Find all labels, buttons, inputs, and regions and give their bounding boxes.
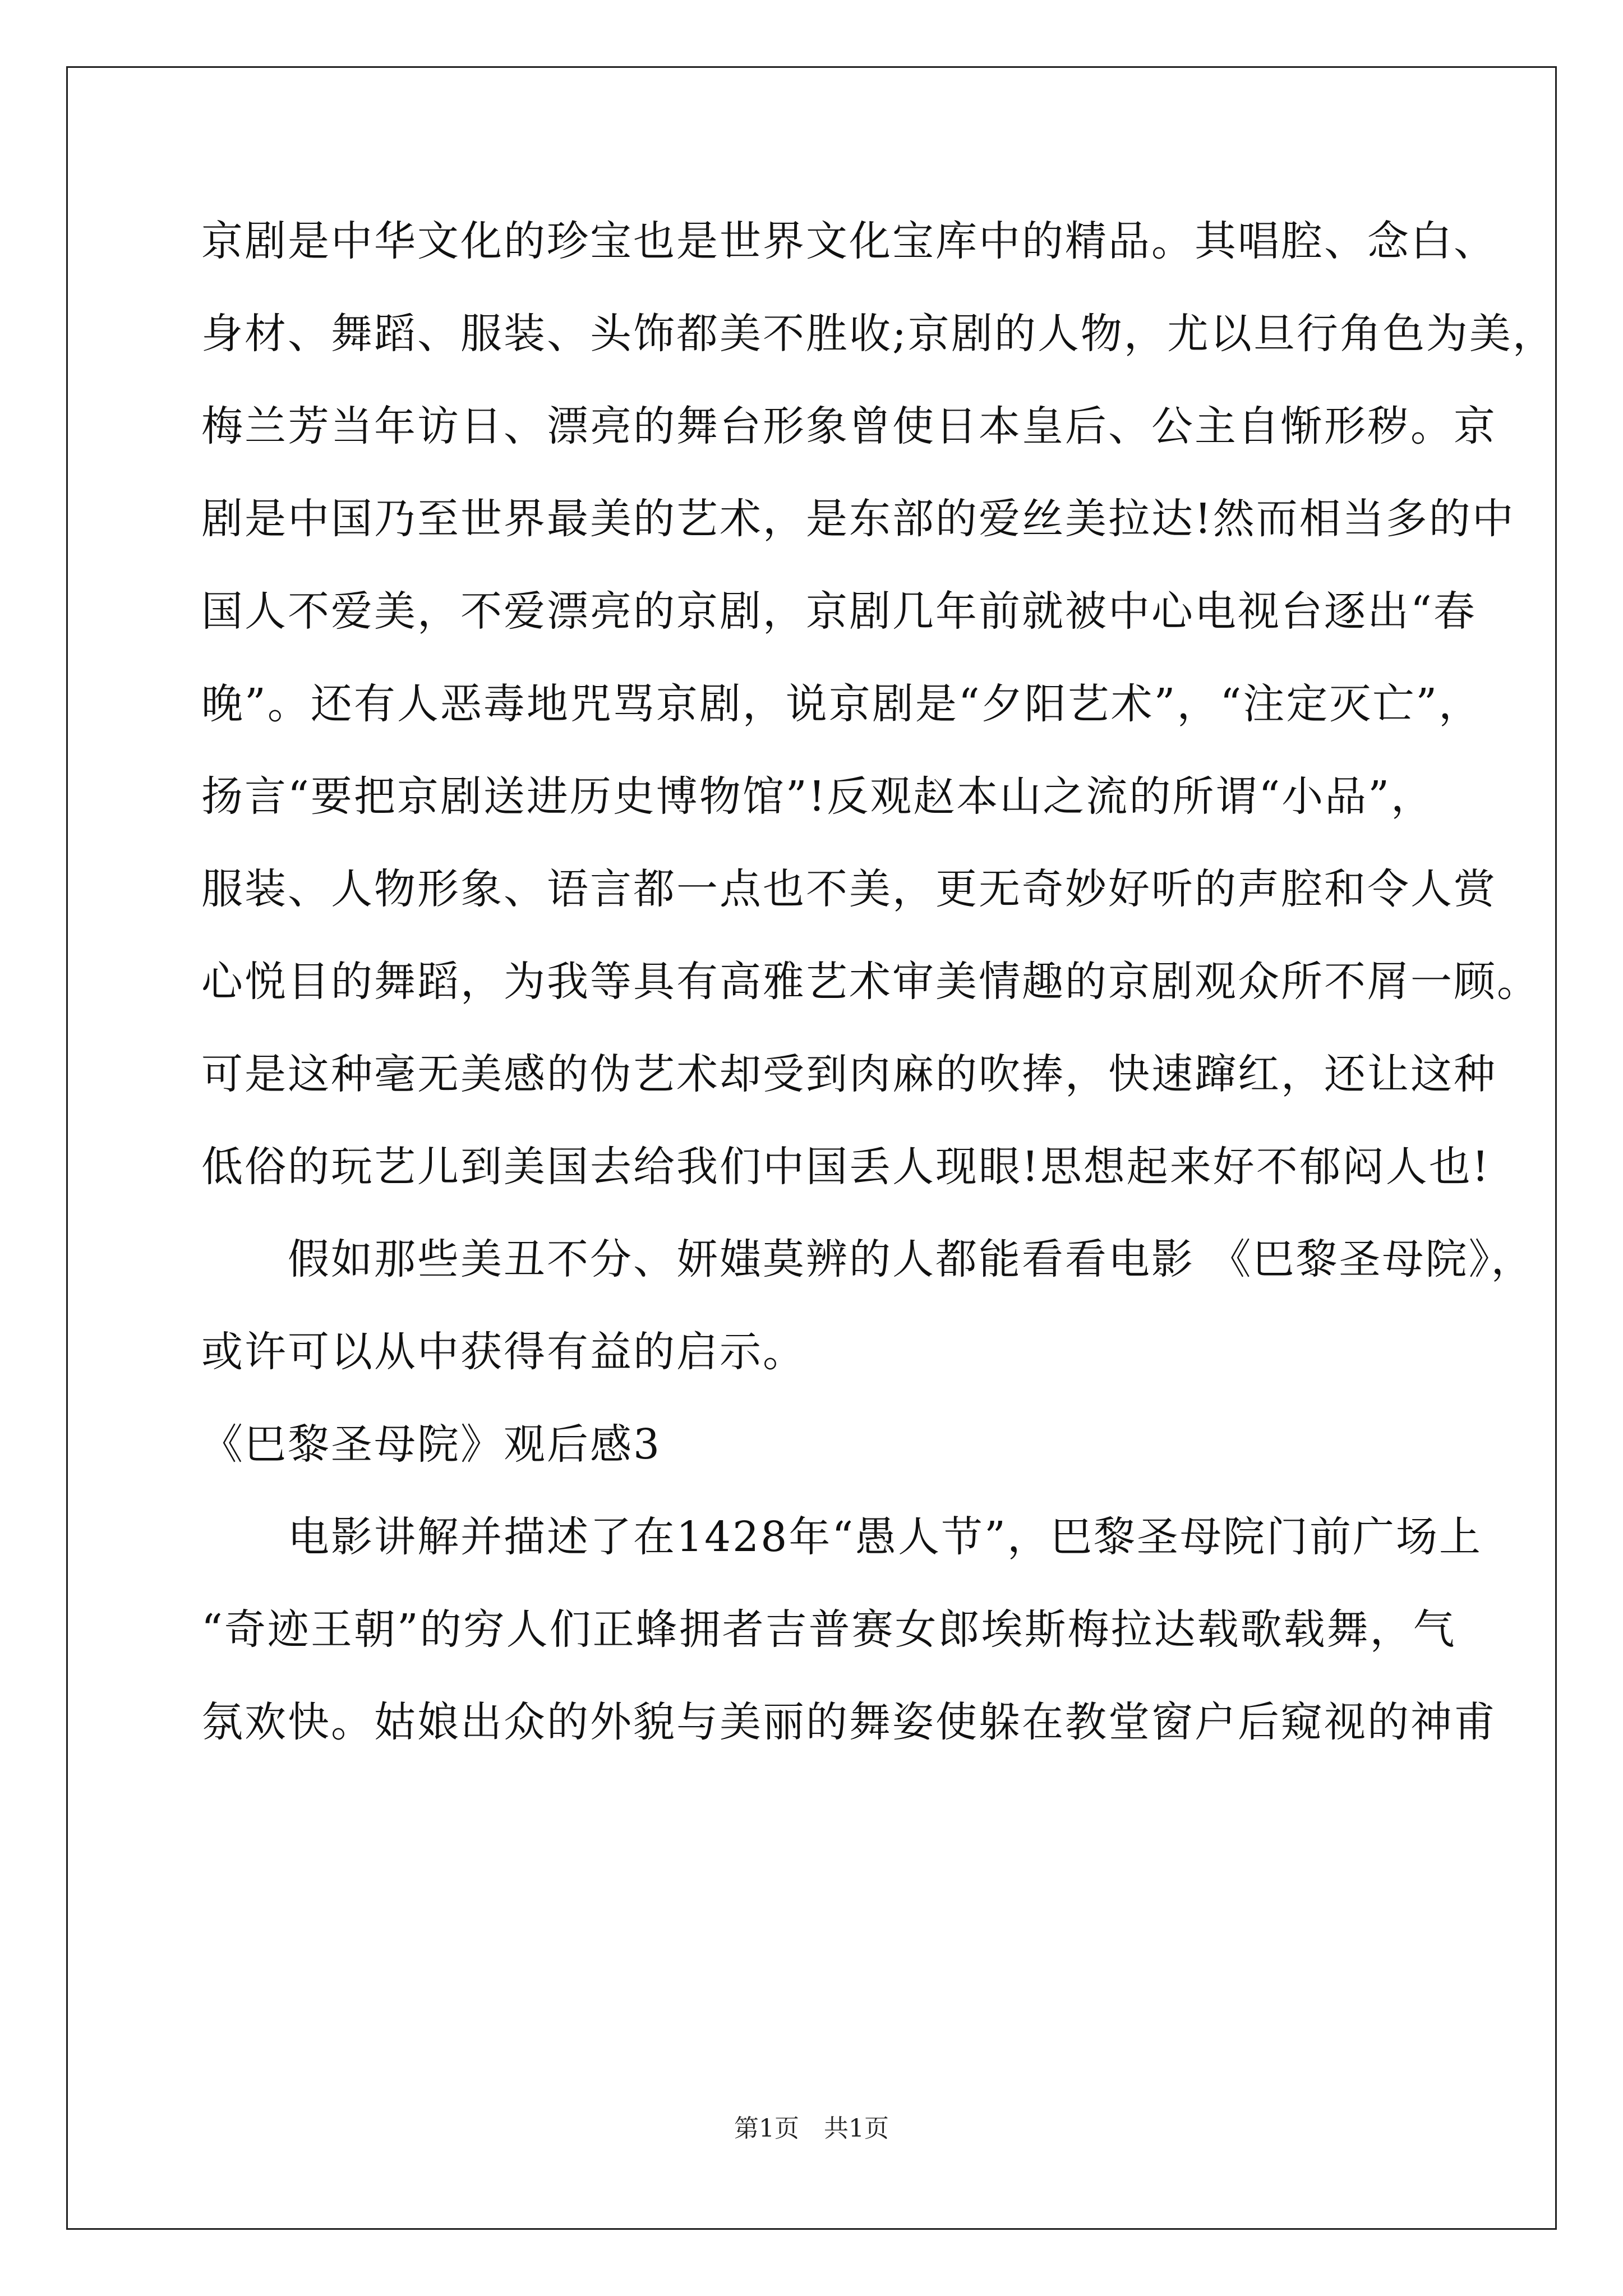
text-line: 或许可以从中获得有益的启示。 — [201, 1328, 806, 1376]
text-line: 可是这种毫无美感的伪艺术却受到肉麻的吹捧，快速蹿红，还让这种 — [201, 1050, 1497, 1098]
text-line: 氛欢快。姑娘出众的外貌与美丽的舞姿使躲在教堂窗户后窥视的神甫 — [201, 1698, 1497, 1746]
text-line: 身材、舞蹈、服装、头饰都美不胜收;京剧的人物，尤以旦行角色为美， — [201, 310, 1556, 358]
paragraph-start-line: 电影讲解并描述了在1428年“愚人节”，巴黎圣母院门前广场上 — [201, 1513, 1482, 1561]
paragraph-start-line: 假如那些美丑不分、妍媸莫辨的人都能看看电影 《巴黎圣母院》， — [201, 1235, 1534, 1283]
text-line: 梅兰芳当年访日、漂亮的舞台形象曾使日本皇后、公主自惭形秽。京 — [201, 402, 1497, 450]
page-footer: 第1页 共1页 — [734, 2114, 889, 2143]
text-line: 剧是中国乃至世界最美的艺术，是东部的爱丝美拉达!然而相当多的中 — [201, 495, 1515, 543]
text-line: “奇迹王朝”的穷人们正蜂拥者吉普赛女郎埃斯梅拉达载歌载舞，气 — [201, 1605, 1456, 1654]
text-line: 京剧是中华文化的珍宝也是世界文化宝库中的精品。其唱腔、念白、 — [201, 217, 1497, 265]
text-line: 服装、人物形象、语言都一点也不美，更无奇妙好听的声腔和令人赏 — [201, 865, 1497, 913]
text-line: 国人不爱美，不爱漂亮的京剧，京剧几年前就被中心电视台逐出“春 — [201, 587, 1477, 636]
text-line: 晚”。还有人恶毒地咒骂京剧，说京剧是“夕阳艺术”，“注定灭亡”， — [201, 680, 1482, 728]
text-line: 低俗的玩艺儿到美国去给我们中国丢人现眼!思想起来好不郁闷人也! — [201, 1143, 1491, 1191]
section-heading: 《巴黎圣母院》观后感3 — [201, 1420, 662, 1469]
text-line: 扬言“要把京剧送进历史博物馆”!反观赵本山之流的所谓“小品”， — [201, 772, 1435, 821]
text-line: 心悦目的舞蹈，为我等具有高雅艺术审美情趣的京剧观众所不屑一顾。 — [201, 958, 1540, 1006]
